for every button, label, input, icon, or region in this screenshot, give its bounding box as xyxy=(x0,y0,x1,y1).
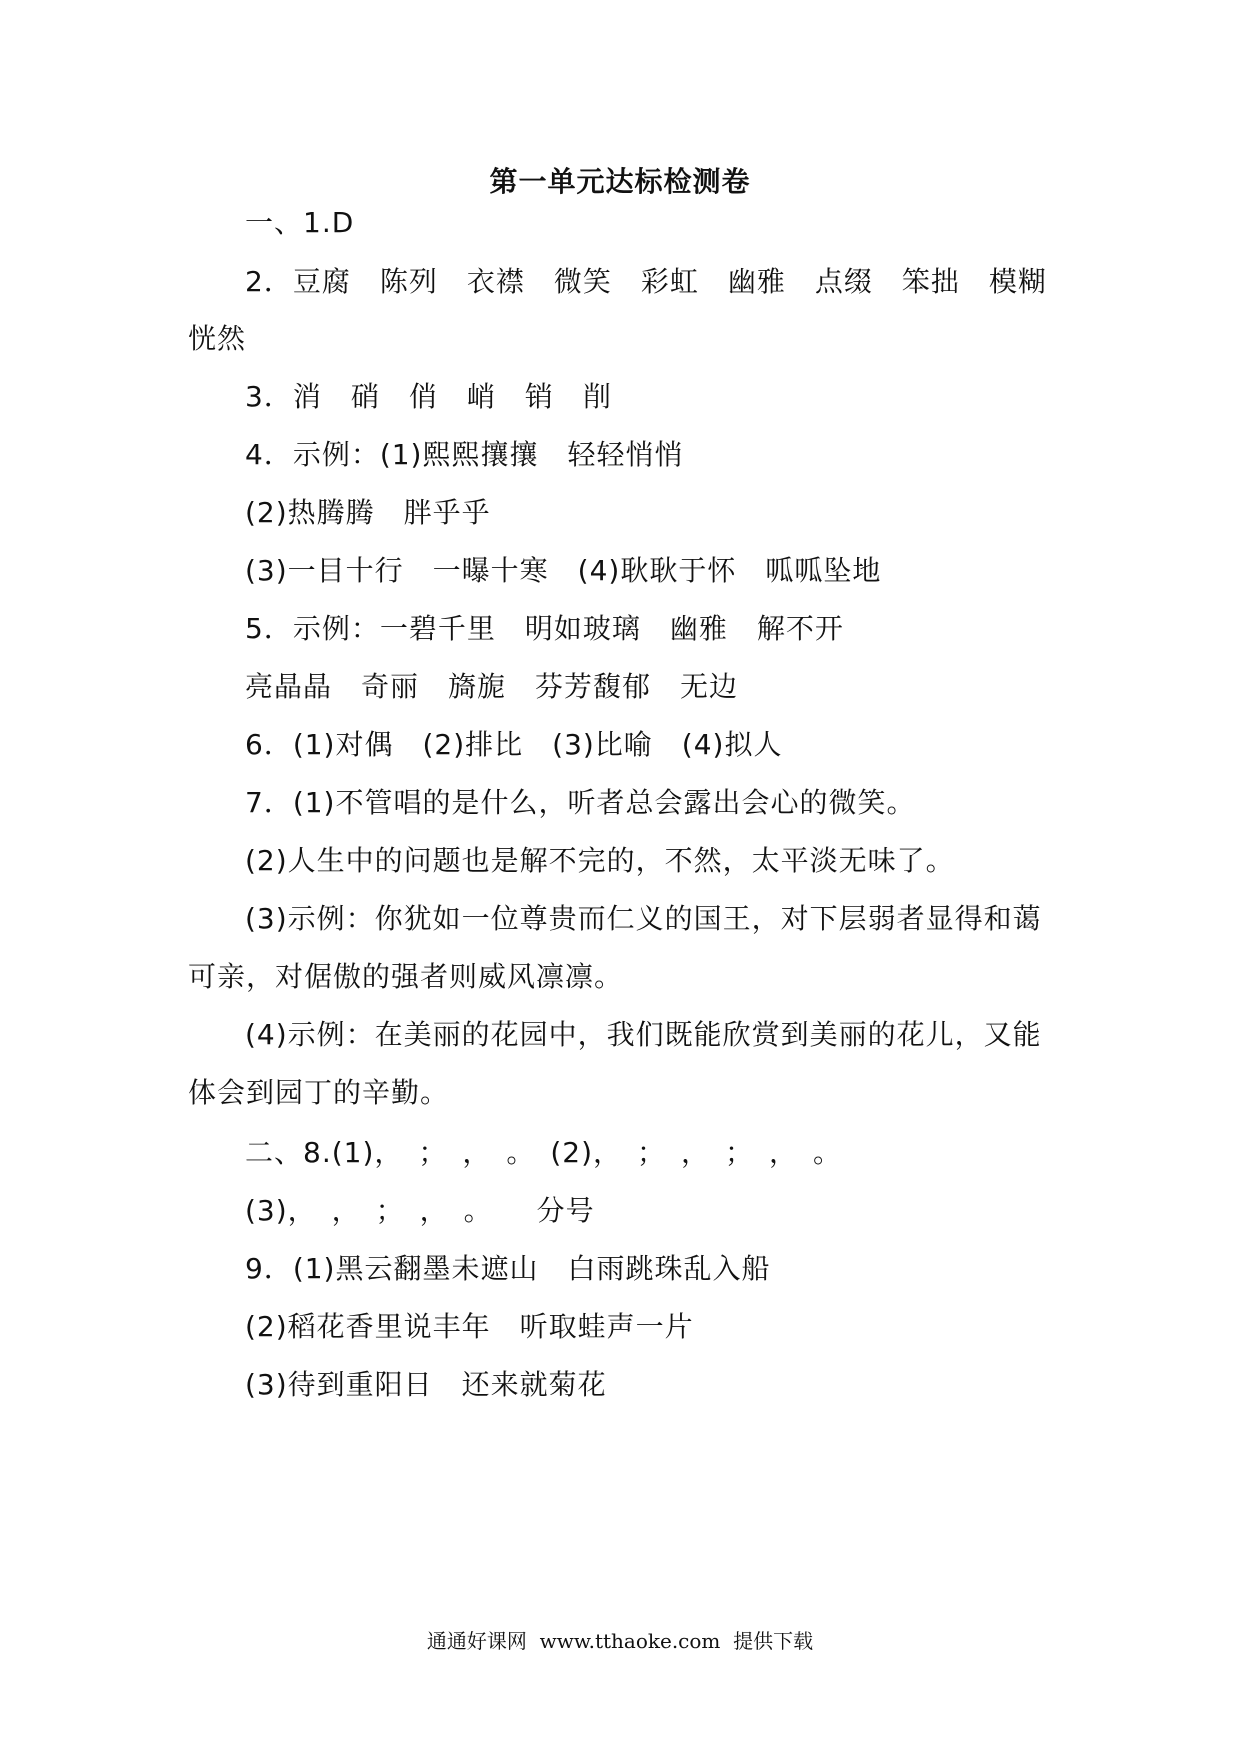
answer-line-8-3: (3)， ， ； ， 。 分号 xyxy=(245,1194,595,1227)
answer-line-1: 一、1.D xyxy=(245,206,355,239)
page-footer: 通通好课网 www.tthaoke.com 提供下载 xyxy=(426,1629,814,1653)
answer-line-8: 二、8.(1)， ； ， 。 (2)， ； ， ； ， 。 xyxy=(245,1136,843,1169)
answer-line-5: 5．示例：一碧千里 明如玻璃 幽雅 解不开 xyxy=(245,612,844,645)
answer-line-7-4: (4)示例：在美丽的花园中，我们既能欣赏到美丽的花儿，又能 xyxy=(245,1018,1042,1051)
answer-line-2: 2．豆腐 陈列 衣襟 微笑 彩虹 幽雅 点缀 笨拙 模糊 xyxy=(245,265,1047,298)
answer-line-4: 4．示例：(1)熙熙攘攘 轻轻悄悄 xyxy=(245,438,684,471)
answer-line-5-cont: 亮晶晶 奇丽 旖旎 芬芳馥郁 无边 xyxy=(245,670,739,703)
page-title: 第一单元达标检测卷 xyxy=(489,165,751,198)
answer-line-6: 6．(1)对偶 (2)排比 (3)比喻 (4)拟人 xyxy=(245,728,783,761)
answer-line-7-3-cont: 可亲，对倨傲的强者则威风凛凛。 xyxy=(188,960,624,993)
answer-line-3: 3．消 硝 俏 峭 销 削 xyxy=(245,380,612,413)
answer-line-9-3: (3)待到重阳日 还来就菊花 xyxy=(245,1368,607,1401)
answer-line-9: 9．(1)黑云翻墨未遮山 白雨跳珠乱入船 xyxy=(245,1252,771,1285)
answer-line-2-cont: 恍然 xyxy=(188,322,247,355)
answer-line-9-2: (2)稻花香里说丰年 听取蛙声一片 xyxy=(245,1310,694,1343)
answer-line-4-2: (2)热腾腾 胖乎乎 xyxy=(245,496,491,529)
answer-line-7-3: (3)示例：你犹如一位尊贵而仁义的国王，对下层弱者显得和蔼 xyxy=(245,902,1042,935)
answer-line-7: 7．(1)不管唱的是什么，听者总会露出会心的微笑。 xyxy=(245,786,916,819)
answer-line-7-4-cont: 体会到园丁的辛勤。 xyxy=(188,1076,450,1109)
answer-line-7-2: (2)人生中的问题也是解不完的，不然，太平淡无味了。 xyxy=(245,844,955,877)
answer-line-4-3: (3)一目十行 一曝十寒 (4)耿耿于怀 呱呱坠地 xyxy=(245,554,882,587)
